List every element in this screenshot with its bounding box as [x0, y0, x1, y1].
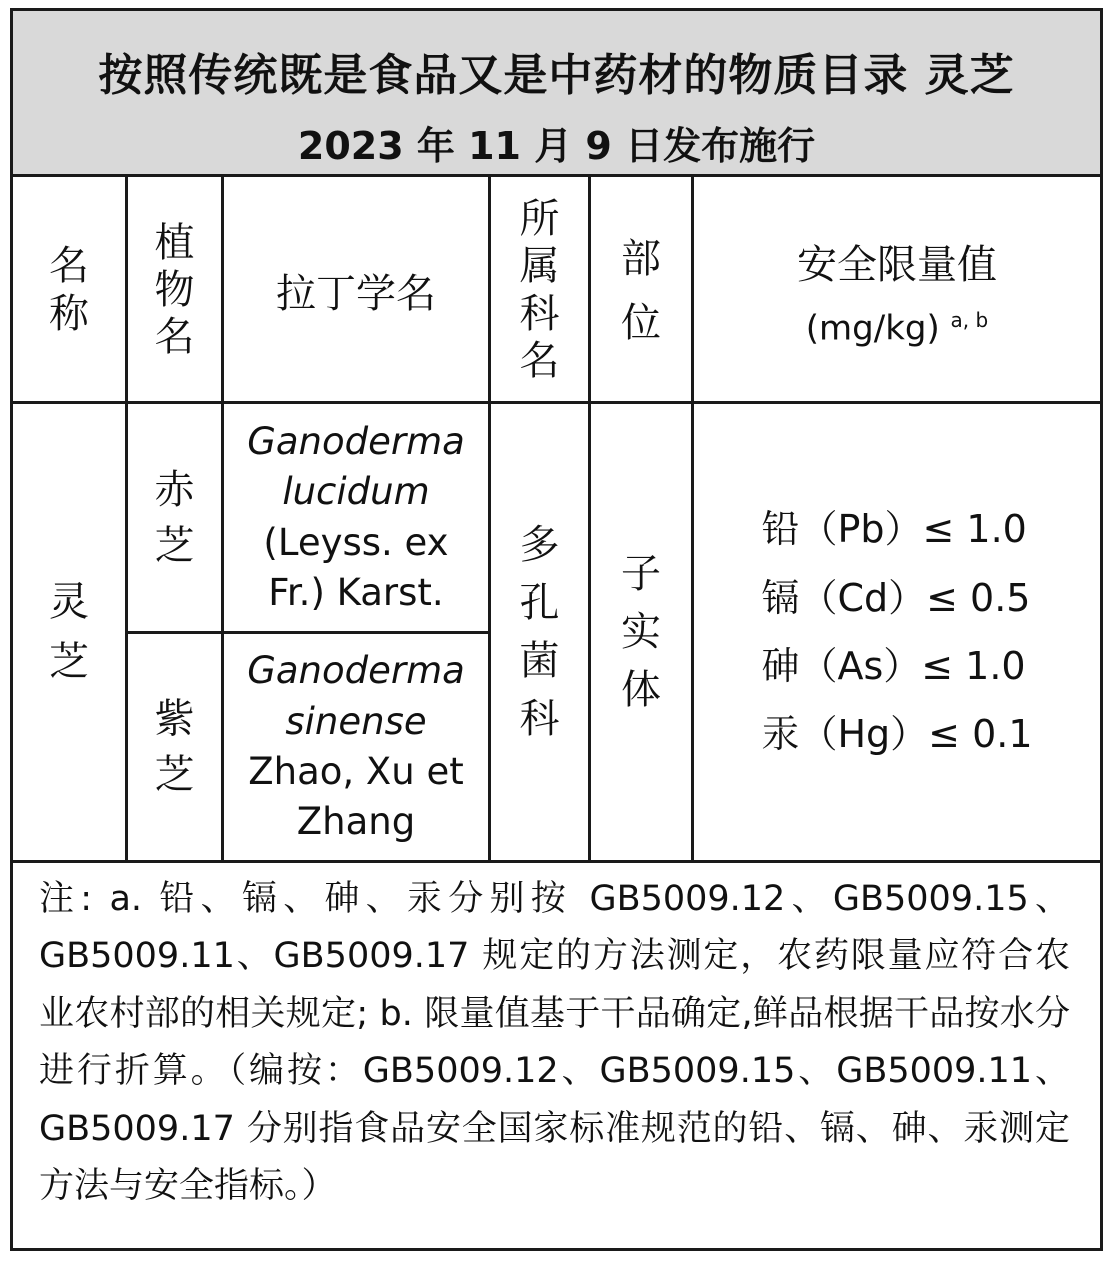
limit-cadmium: 镉（Cd）≤ 0.5 [761, 575, 1031, 620]
col-header-plant-name-text [155, 220, 195, 362]
latin-author-2a: Zhao, Xu et [248, 750, 464, 793]
plant-name-cell-2 [128, 634, 221, 860]
vertical-char: 位 [621, 299, 661, 346]
col-header-limit-title: 安全限量值 [797, 241, 997, 288]
page-title: 按照传统既是食品又是中药材的物质目录 灵芝 [98, 50, 1015, 101]
vertical-char: 科 [519, 290, 560, 337]
col-header-family [491, 180, 588, 401]
limits-list [761, 495, 1032, 769]
latin-species-2: sinense [285, 699, 427, 743]
vertical-char: 科 [519, 696, 560, 742]
vertical-char: 紫 [154, 696, 195, 742]
latin-author-1a: (Leyss. ex [263, 520, 449, 564]
latin-name-1 [247, 417, 465, 618]
vertical-char: 孔 [519, 580, 560, 626]
vertical-char: 名 [519, 337, 560, 384]
vertical-char: 部 [621, 235, 661, 282]
latin-genus-2: Ganoderma [247, 649, 465, 693]
table-bottom-divider [13, 860, 1100, 863]
limit-mercury: 汞（Hg）≤ 0.1 [761, 712, 1033, 757]
col-header-latin-name-text: 拉丁学名 [276, 271, 436, 317]
vertical-char: 芝 [154, 752, 195, 798]
vertical-char: 所 [519, 196, 560, 243]
col-header-limit-unit: (mg/kg) [805, 308, 940, 349]
vertical-char: 体 [621, 667, 661, 713]
plant-name-2 [155, 691, 195, 803]
limit-arsenic: 砷（As）≤ 1.0 [761, 644, 1026, 688]
vertical-char: 属 [519, 243, 560, 290]
vertical-char: 称 [49, 290, 89, 337]
row-name-text [49, 572, 89, 692]
part-cell [591, 404, 691, 860]
vertical-char: 子 [621, 551, 661, 597]
limit-lead: 铅（Pb）≤ 1.0 [761, 507, 1027, 552]
vertical-char: 物 [154, 266, 195, 313]
latin-name-cell-1 [224, 404, 488, 631]
col-header-plant-name [128, 180, 221, 401]
vertical-char: 芝 [49, 639, 89, 685]
col-header-latin-name [224, 180, 488, 401]
col-header-limit-footnote-marks: a, b [950, 307, 989, 332]
vertical-char: 芝 [154, 522, 195, 569]
col-header-family-text [520, 196, 560, 385]
vertical-char: 实 [621, 609, 661, 655]
row-name-cell [13, 404, 125, 860]
col-header-part-text [621, 227, 661, 355]
family-text [520, 516, 560, 748]
vertical-char: 多 [519, 522, 560, 568]
footnote: 注: a. 铅、镉、砷、汞分别按 GB5009.12、GB5009.15、GB5009.11、GB5009.17 规定的方法测定，农药限量应符合农业农村部的相关规定; b. 限量值基于干品确定,鲜品根据干品按水分进行折算。（编按：GB5009.12、GB5009.15、GB5009.11、GB5009.17 分别指食品安全国家标准规范的铅、镉、砷、汞测定方法与安全指标。） [39, 879, 1070, 1206]
latin-author-2b: Zhang [296, 800, 416, 844]
col-header-limit-unit-line [806, 308, 988, 348]
vertical-char: 植 [154, 219, 195, 266]
part-text [621, 545, 661, 719]
latin-species-1: lucidum [282, 470, 430, 514]
latin-name-cell-2 [224, 634, 488, 860]
latin-genus-1: Ganoderma [247, 419, 465, 463]
col-header-name-text [49, 243, 89, 337]
document-frame [10, 8, 1103, 1251]
title-banner [13, 11, 1100, 177]
col-header-name [13, 180, 125, 401]
limits-cell [694, 404, 1100, 860]
vertical-char: 名 [154, 314, 195, 361]
vertical-char: 名 [49, 243, 89, 290]
release-date: 2023 年 11 月 9 日发布施行 [297, 124, 816, 168]
col-header-safety-limit [694, 180, 1100, 401]
vertical-char: 灵 [49, 579, 89, 625]
plant-name-1 [155, 462, 195, 574]
vertical-char: 菌 [519, 638, 560, 684]
family-cell [491, 404, 588, 860]
latin-name-2 [247, 646, 465, 847]
latin-author-1b: Fr.) Karst. [268, 570, 444, 614]
vertical-char: 赤 [154, 466, 195, 513]
col-header-part [591, 180, 691, 401]
plant-name-cell-1 [128, 404, 221, 631]
